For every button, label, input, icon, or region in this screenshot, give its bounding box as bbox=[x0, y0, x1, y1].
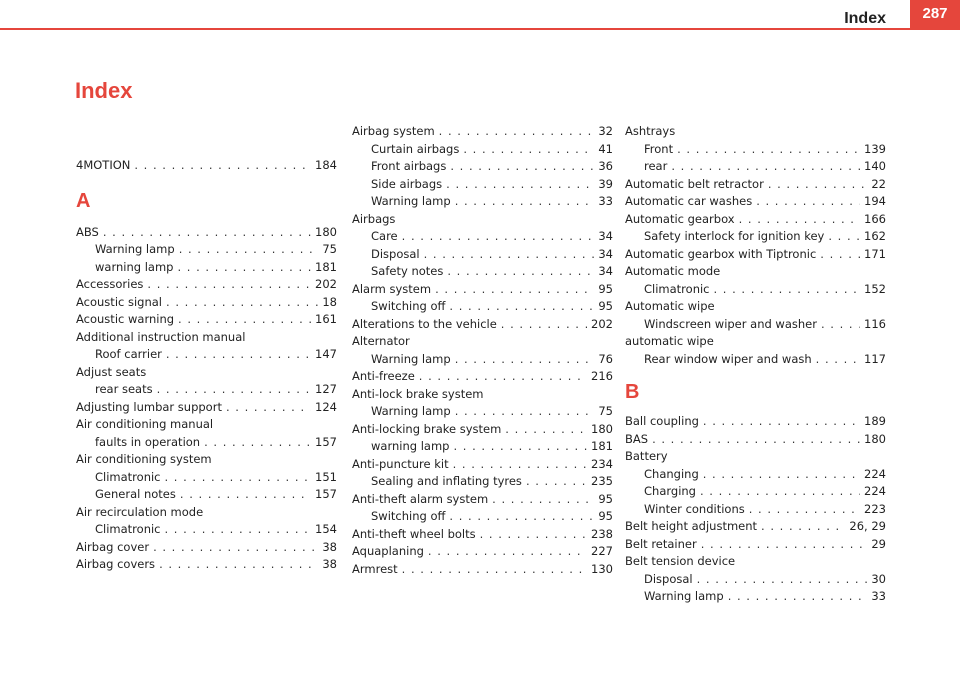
header-rule bbox=[0, 28, 960, 30]
index-entry: Anti-freeze . . . 216 bbox=[352, 368, 613, 386]
index-entry: Automatic gearbox with Tiptronic . . . 171 bbox=[625, 246, 886, 264]
index-subentry: Warning lamp . . . 33 bbox=[352, 193, 613, 211]
index-entry: Accessories . . . 202 bbox=[76, 276, 337, 294]
dot-leader bbox=[739, 211, 860, 229]
page-title: Index bbox=[75, 78, 133, 103]
index-entry: Ball coupling . . . 189 bbox=[625, 413, 886, 431]
dot-leader bbox=[700, 483, 860, 501]
index-entry: Alterations to the vehicle . . . 202 bbox=[352, 316, 613, 334]
index-subentry: Winter conditions . . . 223 bbox=[625, 501, 886, 519]
letter-heading-b: B bbox=[625, 381, 640, 403]
dot-leader bbox=[455, 193, 595, 211]
index-subentry: Sealing and inflating tyres . . . 235 bbox=[352, 473, 613, 491]
index-entry: Automatic car washes . . . 194 bbox=[625, 193, 886, 211]
dot-leader bbox=[424, 246, 595, 264]
index-subentry: rear . . . 140 bbox=[625, 158, 886, 176]
index-entry: Airbag covers . . . 38 bbox=[76, 556, 337, 574]
page-number-badge: 287 bbox=[910, 0, 960, 28]
index-subentry: Roof carrier . . . 147 bbox=[76, 346, 337, 364]
index-entry: Air recirculation mode bbox=[76, 504, 204, 519]
index-subentry: Curtain airbags . . . 41 bbox=[352, 141, 613, 159]
index-entry: Belt retainer . . . 29 bbox=[625, 536, 886, 554]
index-entry: Automatic wipe bbox=[625, 299, 715, 313]
dot-leader bbox=[402, 228, 595, 246]
dot-leader bbox=[749, 501, 860, 519]
index-entry: Automatic mode bbox=[625, 264, 721, 278]
dot-leader bbox=[714, 281, 861, 299]
index-entry: Airbags bbox=[352, 211, 396, 226]
index-entry: automatic wipe bbox=[625, 334, 714, 348]
dot-leader bbox=[226, 399, 311, 417]
dot-leader bbox=[652, 431, 860, 449]
dot-leader bbox=[159, 556, 318, 574]
index-subentry: Side airbags . . . 39 bbox=[352, 176, 613, 194]
index-column-3 bbox=[625, 123, 886, 606]
dot-leader bbox=[463, 141, 594, 159]
index-subentry: Rear window wiper and wash . . . 117 bbox=[625, 351, 886, 369]
index-subentry: Front airbags . . . 36 bbox=[352, 158, 613, 176]
dot-leader bbox=[455, 351, 595, 369]
index-subentry: Climatronic . . . 154 bbox=[76, 521, 337, 539]
dot-leader bbox=[178, 311, 311, 329]
dot-leader bbox=[435, 281, 594, 299]
dot-leader bbox=[439, 123, 595, 141]
dot-leader bbox=[756, 193, 860, 211]
dot-leader bbox=[103, 224, 311, 242]
entry-term: 4MOTION bbox=[76, 158, 131, 172]
index-subentry: faults in operation . . . 157 bbox=[76, 434, 337, 452]
letter-heading-a: A bbox=[76, 189, 91, 212]
index-subentry: Windscreen wiper and washer . . . 116 bbox=[625, 316, 886, 334]
dot-leader bbox=[453, 438, 587, 456]
dot-leader bbox=[671, 158, 860, 176]
index-entry: Aquaplaning . . . 227 bbox=[352, 543, 613, 561]
dot-leader bbox=[153, 539, 318, 557]
dot-leader bbox=[453, 456, 587, 474]
index-entry: Air conditioning manual bbox=[76, 417, 214, 431]
dot-leader bbox=[166, 294, 318, 312]
dot-leader bbox=[177, 259, 311, 277]
dot-leader bbox=[165, 469, 312, 487]
index-entry: ABS . . . 180 bbox=[76, 224, 337, 242]
dot-leader bbox=[526, 473, 587, 491]
dot-leader bbox=[134, 157, 311, 175]
index-entry: Airbag system . . . 32 bbox=[352, 123, 613, 141]
dot-leader bbox=[820, 246, 860, 264]
index-subentry: Climatronic . . . 151 bbox=[76, 469, 337, 487]
dot-leader bbox=[701, 536, 868, 554]
index-entry: BAS . . . 180 bbox=[625, 431, 886, 449]
index-entry: Ashtrays bbox=[625, 124, 676, 138]
index-subentry: Disposal . . . 30 bbox=[625, 571, 886, 589]
index-entry: Adjust seats bbox=[76, 364, 147, 379]
index-entry: Anti-lock brake system bbox=[352, 386, 484, 401]
index-entry: Alarm system . . . 95 bbox=[352, 281, 613, 299]
index-subentry: Safety notes . . . 34 bbox=[352, 263, 613, 281]
dot-leader bbox=[449, 298, 594, 316]
index-subentry: Warning lamp . . . 75 bbox=[352, 403, 613, 421]
index-entry: Battery bbox=[625, 449, 668, 463]
dot-leader bbox=[446, 176, 594, 194]
index-entry: Alternator bbox=[352, 334, 410, 348]
index-entry: Adjusting lumbar support . . . 124 bbox=[76, 399, 337, 417]
index-entry: Anti-theft alarm system . . . 95 bbox=[352, 491, 613, 509]
dot-leader bbox=[505, 421, 587, 439]
index-subentry: Switching off . . . 95 bbox=[352, 298, 613, 316]
index-entry: Air conditioning system bbox=[76, 452, 212, 466]
dot-leader bbox=[180, 486, 311, 504]
dot-leader bbox=[449, 508, 594, 526]
running-header-title: Index bbox=[844, 10, 886, 27]
dot-leader bbox=[703, 413, 860, 431]
dot-leader bbox=[428, 543, 587, 561]
index-column-1 bbox=[76, 157, 337, 574]
index-entry: Acoustic warning . . . 161 bbox=[76, 311, 337, 329]
index-subentry: Changing . . . 224 bbox=[625, 466, 886, 484]
index-subentry: rear seats . . . 127 bbox=[76, 381, 337, 399]
dot-leader bbox=[703, 466, 860, 484]
dot-leader bbox=[165, 521, 312, 539]
dot-leader bbox=[450, 158, 594, 176]
index-entry: Automatic belt retractor . . . 22 bbox=[625, 176, 886, 194]
dot-leader bbox=[480, 526, 587, 544]
dot-leader bbox=[455, 403, 595, 421]
index-entry: Anti-locking brake system . . . 180 bbox=[352, 421, 613, 439]
index-subentry: Disposal . . . 34 bbox=[352, 246, 613, 264]
dot-leader bbox=[402, 561, 587, 579]
dot-leader bbox=[419, 368, 587, 386]
entry-page: 184 bbox=[315, 158, 337, 172]
index-subentry: warning lamp . . . 181 bbox=[76, 259, 337, 277]
index-subentry: Warning lamp . . . 76 bbox=[352, 351, 613, 369]
dot-leader bbox=[492, 491, 594, 509]
index-subentry: Warning lamp . . . 75 bbox=[76, 241, 337, 259]
index-entry: Additional instruction manual bbox=[76, 329, 246, 344]
index-column-2 bbox=[352, 123, 613, 578]
index-entry: Automatic gearbox . . . 166 bbox=[625, 211, 886, 229]
index-subentry: General notes . . . 157 bbox=[76, 486, 337, 504]
dot-leader bbox=[204, 434, 311, 452]
dot-leader bbox=[147, 276, 311, 294]
index-entry: Belt height adjustment . . . 26, 29 bbox=[625, 518, 886, 536]
dot-leader bbox=[768, 176, 868, 194]
index-subentry: Front . . . 139 bbox=[625, 141, 886, 159]
index-entry bbox=[76, 157, 337, 175]
index-subentry: Climatronic . . . 152 bbox=[625, 281, 886, 299]
index-subentry: Care . . . 34 bbox=[352, 228, 613, 246]
index-subentry: Safety interlock for ignition key . . . 162 bbox=[625, 228, 886, 246]
dot-leader bbox=[677, 141, 860, 159]
index-entry: Armrest . . . 130 bbox=[352, 561, 613, 579]
index-subentry: Charging . . . 224 bbox=[625, 483, 886, 501]
dot-leader bbox=[761, 518, 845, 536]
dot-leader bbox=[821, 316, 860, 334]
index-entry: Belt tension device bbox=[625, 554, 736, 568]
dot-leader bbox=[166, 346, 311, 364]
dot-leader bbox=[728, 588, 868, 606]
dot-leader bbox=[501, 316, 587, 334]
dot-leader bbox=[157, 381, 311, 399]
index-entry: Acoustic signal . . . 18 bbox=[76, 294, 337, 312]
index-entry: Anti-puncture kit . . . 234 bbox=[352, 456, 613, 474]
index-entry: Anti-theft wheel bolts . . . 238 bbox=[352, 526, 613, 544]
index-subentry: Warning lamp . . . 33 bbox=[625, 588, 886, 606]
dot-leader bbox=[179, 241, 319, 259]
dot-leader bbox=[828, 228, 860, 246]
index-subentry: Switching off . . . 95 bbox=[352, 508, 613, 526]
dot-leader bbox=[447, 263, 594, 281]
index-subentry: warning lamp . . . 181 bbox=[352, 438, 613, 456]
index-entry: Airbag cover . . . 38 bbox=[76, 539, 337, 557]
dot-leader bbox=[816, 351, 860, 369]
dot-leader bbox=[697, 571, 868, 589]
